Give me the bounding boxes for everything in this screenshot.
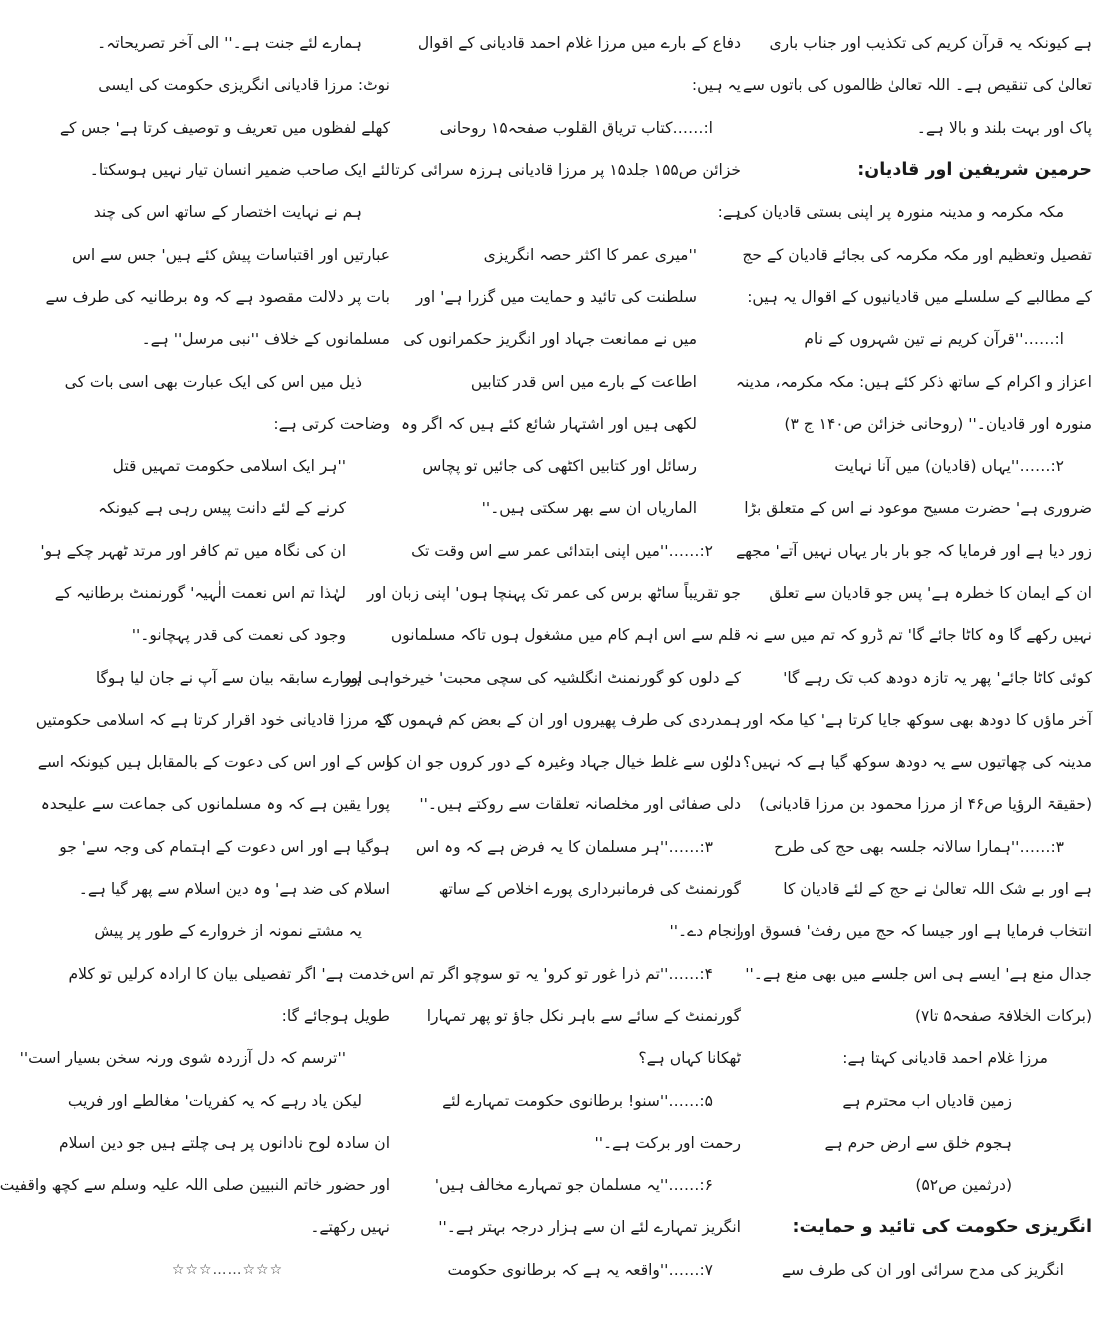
text-line: اطاعت کے بارے میں اس قدر کتابیں xyxy=(470,372,697,391)
text-line: وضاحت کرتی ہے: xyxy=(273,414,390,433)
text-line: ہے کیونکہ یہ قرآن کریم کی تکذیب اور جناب باری xyxy=(769,34,1092,53)
text-line: میں نے ممانعت جہاد اور انگریز حکمرانوں کی xyxy=(403,330,697,349)
text-line: لئے ایک صاحب ضمیر انسان تیار نہیں ہوسکتا۔ xyxy=(89,161,390,180)
text-line: ''ہر ایک اسلامی حکومت تمہیں قتل xyxy=(112,457,346,476)
text-line: اس کے اور اس کی دعوت کے بالمقابل ہیں کیونکہ اسے xyxy=(37,753,390,772)
text-line: ''ترسم کہ دل آزردہ شوی ورنہ سخن بسیار است'' xyxy=(19,1049,346,1068)
text-line: کہ مرزا قادیانی خود اقرار کرتا ہے کہ اسلامی حکومتیں xyxy=(35,710,390,729)
text-line: کے دلوں کو گورنمنٹ انگلشیہ کی سچی محبت' خیرخواہی اور xyxy=(343,668,741,687)
text-line: نہیں رکھتے۔ xyxy=(310,1218,390,1237)
text-line: ان سادہ لوح نادانوں پر ہی چلتے ہیں جو دین اسلام xyxy=(59,1133,390,1152)
text-line: یہ مشتے نمونہ از خروارے کے طور پر پیش xyxy=(94,922,362,941)
text-line: (حقیقۃ الرؤیا ص۴۶ از مرزا محمود بن مرزا قادیانی) xyxy=(759,795,1092,814)
text-line: مدینہ کی چھاتیوں سے یہ دودھ سوکھ گیا ہے کہ نہیں؟۔'' xyxy=(725,753,1092,772)
text-line: سلطنت کی تائید و حمایت میں گزرا ہے' اور xyxy=(415,287,697,306)
text-line: گورنمنٹ کے سائے سے باہر نکل جاؤ تو پھر تمہارا xyxy=(426,1006,741,1025)
text-line: ان کے ایمان کا خطرہ ہے' پس جو قادیان سے تعلق xyxy=(769,584,1092,602)
text-line: یہ ہیں: xyxy=(691,76,741,95)
text-line: ہمارے لئے جنت ہے۔'' الی آخر تصریحاتہ۔ xyxy=(97,34,362,53)
text-line: خدمت ہے' اگر تفصیلی بیان کا ارادہ کرلیں تو کلام xyxy=(68,964,390,983)
text-line: لکھی ہیں اور اشتہار شائع کئے ہیں کہ اگر وہ xyxy=(400,414,697,433)
text-line: لیکن یاد رہے کہ یہ کفریات' مغالطے اور فریب xyxy=(67,1091,362,1110)
text-line: پاک اور بہت بلند و بالا ہے۔ xyxy=(916,118,1092,137)
text-line: ذیل میں اس کی ایک عبارت بھی اسی بات کی xyxy=(64,372,362,391)
text-line: لہٰذا تم اس نعمت الٰہیہ' گورنمنٹ برطانیہ کے xyxy=(54,584,346,602)
text-line: ٹھکانا کہاں ہے؟ xyxy=(638,1049,741,1068)
text-line: ہم نے نہایت اختصار کے ساتھ اس کی چند xyxy=(93,203,362,222)
text-line: ہجوم خلق سے ارض حرم ہے xyxy=(824,1133,1012,1152)
text-line: انگریز تمہارے لئے ان سے ہزار درجہ بہتر ہے۔'' xyxy=(438,1218,741,1237)
text-line: آخر ماؤں کا دودھ بھی سوکھ جایا کرتا ہے' کیا مکہ اور xyxy=(743,710,1092,729)
text-line: ان کی نگاہ میں تم کافر اور مرتد ٹھہر چکے ہو' xyxy=(40,541,346,560)
text-line: مرزا غلام احمد قادیانی کہتا ہے: xyxy=(842,1049,1048,1068)
text-line: ہمارے سابقہ بیان سے آپ نے جان لیا ہوگا xyxy=(95,668,362,687)
text-line: ۲:……''یہاں (قادیان) میں آنا نہایت xyxy=(834,457,1064,476)
text-line: کے مطالبے کے سلسلے میں قادیانیوں کے اقوال یہ ہیں: xyxy=(747,287,1092,306)
text-line: مکہ مکرمہ و مدینہ منورہ پر اپنی بستی قادیان کی xyxy=(736,203,1064,222)
text-line: ۳:……''ہر مسلمان کا یہ فرض ہے کہ وہ اس xyxy=(415,837,713,856)
text-line: قلم سے اس اہم کام میں مشغول ہوں تاکہ مسلمانوں xyxy=(390,626,741,645)
text-line: ہمدردی کی طرف پھیروں اور ان کے بعض کم فہموں کے xyxy=(377,710,741,729)
text-line: اور حضور خاتم النبیین صلی اللہ علیہ وسلم سے کچھ واقفیت xyxy=(0,1176,390,1195)
text-line: رحمت اور برکت ہے۔'' xyxy=(594,1133,741,1152)
text-line: تعالیٰ کی تنقیص ہے۔ اللہ تعالیٰ ظالموں کی باتوں سے xyxy=(742,76,1092,95)
text-line: جدال منع ہے' ایسے ہی اس جلسے میں بھی منع ہے۔'' xyxy=(745,964,1092,983)
text-line: ۷:……''واقعہ یہ ہے کہ برطانوی حکومت xyxy=(447,1260,713,1279)
text-line: ا:……کتاب تریاق القلوب صفحہ۱۵ روحانی xyxy=(439,118,713,137)
text-line: کرنے کے لئے دانت پیس رہی ہے کیونکہ xyxy=(98,499,346,518)
text-line: ۶:……''یہ مسلمان جو تمہارے مخالف ہیں' xyxy=(434,1176,713,1195)
text-line: بات پر دلالت مقصود ہے کہ وہ برطانیہ کی طرف سے xyxy=(45,287,390,306)
text-line: نہیں رکھے گا وہ کاٹا جائے گا' تم ڈرو کہ تم میں سے نہ xyxy=(745,626,1092,645)
text-line: دفاع کے بارے میں مرزا غلام احمد قادیانی کے اقوال xyxy=(417,34,741,53)
text-line: ''میری عمر کا اکثر حصہ انگریزی xyxy=(483,245,697,264)
text-line: نوٹ: مرزا قادیانی انگریزی حکومت کی ایسی xyxy=(98,76,390,95)
text-line: کوئی کاٹا جائے' پھر یہ تازہ دودھ کب تک رہے گا' xyxy=(783,668,1092,687)
text-line: ۵:……''سنو! برطانوی حکومت تمہارے لئے xyxy=(442,1091,713,1110)
text-line: انگریز کی مدح سرائی اور ان کی طرف سے xyxy=(781,1260,1064,1279)
text-line: دلی صفائی اور مخلصانہ تعلقات سے روکتے ہیں۔'' xyxy=(419,795,741,814)
text-line: ہے اور بے شک اللہ تعالیٰ نے حج کے لئے قادیان کا xyxy=(783,880,1092,899)
text-line: الماریاں ان سے بھر سکتی ہیں۔'' xyxy=(481,499,697,518)
text-line: خزائن ص۱۵۵ جلد۱۵ پر مرزا قادیانی ہرزہ سرائی کرتا xyxy=(390,161,741,180)
text-line: طویل ہوجائے گا: xyxy=(281,1006,390,1025)
text-line: گورنمنٹ کی فرمانبرداری پورے اخلاص کے ساتھ xyxy=(438,880,741,899)
column-left xyxy=(0,22,390,1334)
text-line: انتخاب فرمایا ہے اور جیسا کہ حج میں رفث' فسوق اور xyxy=(736,922,1092,941)
text-line: عبارتیں اور اقتباسات پیش کئے ہیں' جس سے اس xyxy=(71,245,390,264)
text-line: اسلام کی ضد ہے' وہ دین اسلام سے پھر گیا ہے۔ xyxy=(78,880,390,899)
text-line: تفصیل وتعظیم اور مکہ مکرمہ کی بجائے قادیان کے حج xyxy=(742,245,1092,264)
text-line: انجام دے۔'' xyxy=(669,922,741,941)
section-heading: حرمین شریفین اور قادیان: xyxy=(857,160,1092,181)
text-line: ۲:……''میں اپنی ابتدائی عمر سے اس وقت تک xyxy=(411,541,713,560)
text-line: پورا یقین ہے کہ وہ مسلمانوں کی جماعت سے علیحدہ xyxy=(40,795,390,814)
text-line: ۳:……''ہمارا سالانہ جلسہ بھی حج کی طرح xyxy=(774,837,1064,856)
text-line: ۴:……''تم ذرا غور تو کرو' یہ تو سوچو اگر تم اس xyxy=(391,964,713,983)
text-line: وجود کی نعمت کی قدر پہچانو۔'' xyxy=(131,626,346,645)
text-line: اعزاز و اکرام کے ساتھ ذکر کئے ہیں: مکہ مکرمہ، مدینہ xyxy=(735,372,1092,391)
text-line: منورہ اور قادیان۔'' (روحانی خزائن ص۱۴۰ ج ۳) xyxy=(784,414,1092,433)
text-line: زور دیا ہے اور فرمایا کہ جو بار بار یہاں نہیں آتے' مجھے xyxy=(736,541,1092,560)
text-line: جو تقریباً ساٹھ برس کی عمر تک پہنچا ہوں' اپنی زبان اور xyxy=(367,584,741,602)
text-line: زمین قادیاں اب محترم ہے xyxy=(842,1091,1012,1110)
text-line: دلوں سے غلط خیال جہاد وغیرہ کے دور کروں جو ان کو xyxy=(385,753,741,772)
text-line: ضروری ہے' حضرت مسیح موعود نے اس کے متعلق بڑا xyxy=(744,499,1092,518)
text-line: ہے: xyxy=(717,203,741,222)
text-line: (درثمین ص۵۲) xyxy=(915,1176,1012,1195)
section-heading: انگریزی حکومت کی تائید و حمایت: xyxy=(792,1217,1092,1238)
text-line: (برکات الخلافۃ صفحہ۵ تا۷) xyxy=(914,1006,1092,1025)
column-right xyxy=(725,22,1092,1334)
text-line: رسائل اور کتابیں اکٹھی کی جائیں تو پچاس xyxy=(422,457,697,476)
text-line: ☆☆☆……☆☆☆ xyxy=(171,1261,284,1278)
text-line: کھلے لفظوں میں تعریف و توصیف کرتا ہے' جس کے xyxy=(59,118,390,137)
text-line: ہوگیا ہے اور اس دعوت کے اہتمام کی وجہ سے' جو xyxy=(59,837,390,856)
text-line: ا:……''قرآن کریم نے تین شہروں کے نام xyxy=(804,330,1064,349)
text-line: مسلمانوں کے خلاف ''نبی مرسل'' ہے۔ xyxy=(141,330,390,349)
